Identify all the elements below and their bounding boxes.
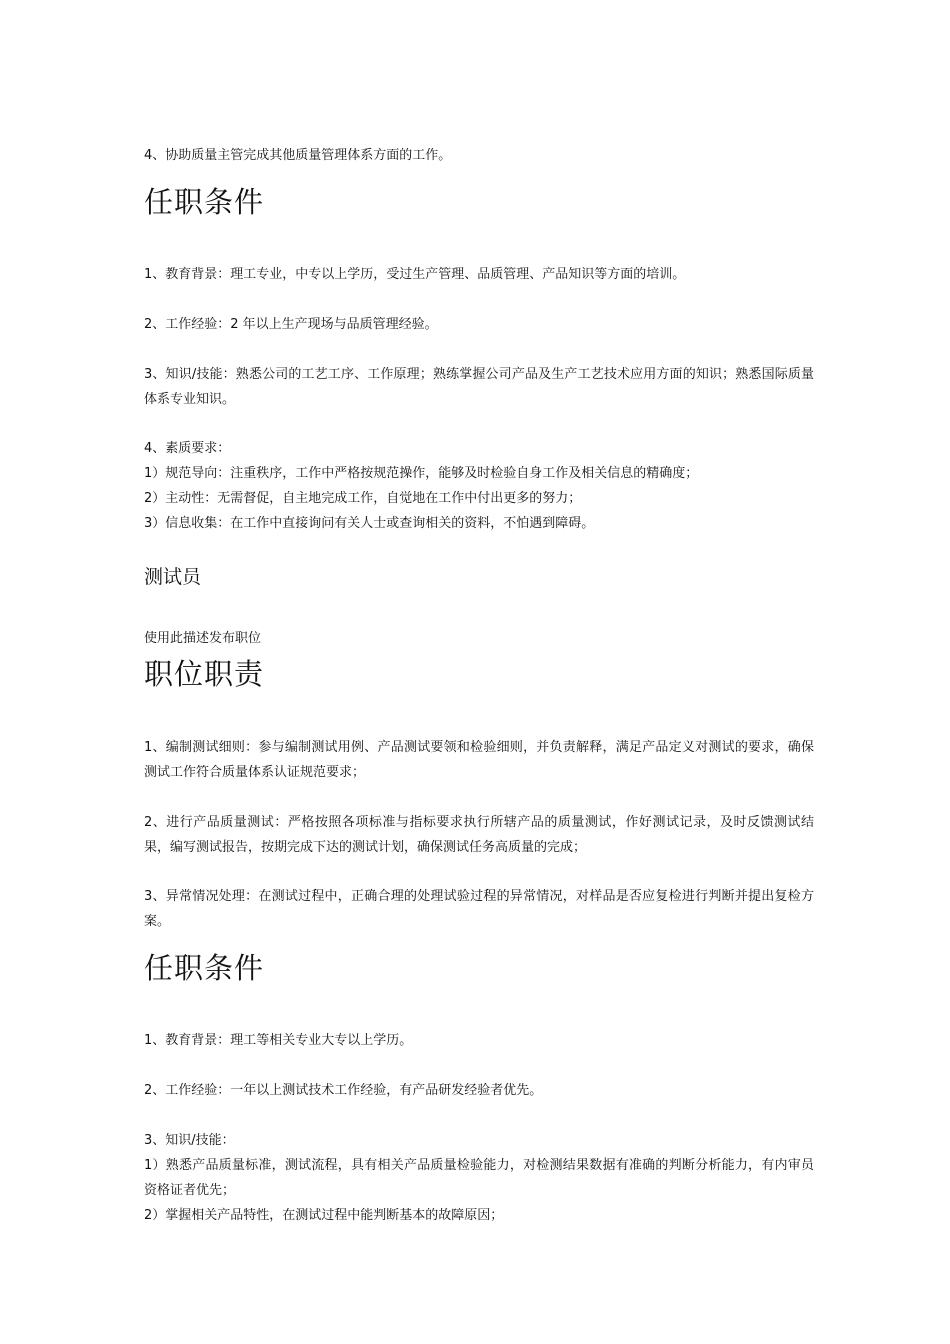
duty-item-4-text: 4、协助质量主管完成其他质量管理体系方面的工作。 [144, 148, 452, 163]
duty-item-1: 1、编制测试细则：参与编制测试用例、产品测试要领和检验细则，并负责解释，满足产品定义对测试的要求，确保测试工作符合质量体系认证规范要求； [144, 740, 814, 780]
section2-req-1 [144, 1028, 814, 1053]
section1-req-4 [144, 436, 814, 536]
duties-heading: 职位职责 [144, 657, 265, 691]
publish-job-link[interactable]: 使用此描述发布职位 [144, 631, 262, 646]
requirement-quality-title: 4、素质要求： [144, 441, 231, 456]
section2-duty-1 [144, 735, 814, 785]
section1-item-4 [144, 143, 814, 168]
section1-req-2 [144, 312, 814, 337]
list-item: 2）掌握相关产品特性，在测试过程中能判断基本的故障原因； [144, 1208, 504, 1223]
requirement-knowledge-title: 3、知识/技能： [144, 1133, 235, 1148]
requirement-experience: 2、工作经验：2 年以上生产现场与品质管理经验。 [144, 317, 438, 332]
duty-item-3: 3、异常情况处理：在测试过程中，正确合理的处理试验过程的异常情况，对样品是否应复检进行判断并提出复检方案。 [144, 889, 814, 929]
list-item: 2）主动性：无需督促，自主地完成工作，自觉地在工作中付出更多的努力； [144, 491, 582, 506]
section2-requirements-heading-wrap [144, 950, 814, 986]
duty-item-2: 2、进行产品质量测试：严格按照各项标准与指标要求执行所辖产品的质量测试，作好测试记录，及时反馈测试结果，编写测试报告，按期完成下达的测试计划，确保测试任务高质量的完成； [144, 815, 814, 855]
list-item: 1）熟悉产品质量标准，测试流程，具有相关产品质量检验能力，对检测结果数据有准确的判断分析能力，有内审员资格证者优先； [144, 1158, 814, 1198]
requirement-education: 1、教育背景：理工等相关专业大专以上学历。 [144, 1033, 413, 1048]
list-item: 3）信息收集：在工作中直接询问有关人士或查询相关的资料，不怕遇到障碍。 [144, 516, 595, 531]
section1-requirements-heading-wrap [144, 184, 814, 220]
requirements-heading: 任职条件 [144, 951, 265, 985]
duty-heading-wrap [144, 656, 814, 692]
section2-duty-2 [144, 810, 814, 860]
requirement-education: 1、教育背景：理工专业，中专以上学历，受过生产管理、品质管理、产品知识等方面的培训。 [144, 267, 686, 282]
requirement-experience: 2、工作经验：一年以上测试技术工作经验，有产品研发经验者优先。 [144, 1083, 543, 1098]
section2-duty-3 [144, 884, 814, 934]
section2-req-2 [144, 1078, 814, 1103]
job-title-wrap [144, 564, 814, 590]
section2-req-3 [144, 1128, 814, 1228]
requirements-heading: 任职条件 [144, 185, 265, 219]
publish-link-wrap [144, 626, 814, 651]
job-title: 测试员 [144, 566, 202, 588]
list-item: 1）规范导向：注重秩序，工作中严格按规范操作，能够及时检验自身工作及相关信息的精确度； [144, 466, 699, 481]
requirement-knowledge: 3、知识/技能：熟悉公司的工艺工序、工作原理；熟练掌握公司产品及生产工艺技术应用方面的知识；熟悉国际质量体系专业知识。 [144, 367, 814, 407]
section1-req-1 [144, 262, 814, 287]
section1-req-3 [144, 362, 814, 412]
